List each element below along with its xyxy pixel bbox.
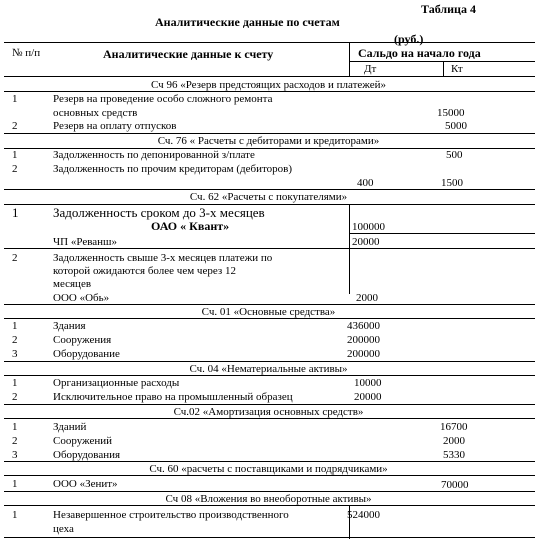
- col-divider-dt: [349, 42, 350, 77]
- section-04: Сч. 04 «Нематериальные активы»: [189, 363, 348, 375]
- row-dt: 200000: [347, 334, 380, 346]
- divider: [349, 505, 350, 539]
- row-num: 2: [12, 334, 18, 346]
- row-text: ООО «Обь»: [53, 292, 110, 304]
- currency-note: (руб.): [394, 32, 424, 46]
- row-text: Здания: [53, 320, 86, 332]
- row-text: Незавершенное строительство производственного: [53, 509, 289, 521]
- row-text: Резерв на проведение особо сложного ремонта: [53, 93, 273, 105]
- row-kt: 5000: [445, 120, 467, 132]
- row-text: Исключительное право на промышленный образец: [53, 391, 293, 403]
- row-text: ЧП «Реванш»: [53, 236, 117, 248]
- col-divider-kt: [443, 61, 444, 77]
- row-kt: 16700: [440, 421, 468, 433]
- row-text: Оборудования: [53, 449, 121, 461]
- row-text: основных средств: [53, 107, 138, 119]
- row-text: Сооружений: [53, 435, 113, 447]
- row-text: Задолженность свыше 3-х месяцев платежи по: [53, 252, 273, 264]
- divider: [4, 491, 535, 492]
- row-text: месяцев: [53, 278, 92, 290]
- row-text: Задолженность сроком до 3-х месяцев: [53, 205, 265, 220]
- row-kt: 2000: [443, 435, 465, 447]
- row-kt: 70000: [441, 479, 469, 491]
- header-kt: Кт: [451, 63, 463, 75]
- section-08: Сч 08 «Вложения во внеоборотные активы»: [165, 493, 372, 505]
- section-76: Сч. 76 « Расчеты с дебиторами и кредиторами»: [157, 135, 380, 147]
- row-text: Сооружения: [53, 334, 112, 346]
- section-01: Сч. 01 «Основные средства»: [201, 306, 336, 318]
- divider: [4, 418, 535, 419]
- row-text: Зданий: [53, 421, 87, 433]
- divider: [4, 361, 535, 362]
- row-text: Задолженность по прочим кредиторам (дебиторов): [53, 163, 293, 175]
- row-kt: 500: [446, 149, 463, 161]
- row-dt: 200000: [347, 348, 380, 360]
- header-saldo-divider: [349, 61, 535, 62]
- row-num: 1: [12, 205, 19, 220]
- row-text: цеха: [53, 523, 74, 535]
- header-dt: Дт: [364, 63, 377, 75]
- divider: [4, 537, 535, 538]
- divider: [4, 375, 535, 376]
- row-kt: 15000: [437, 107, 465, 119]
- row-dt: 20000: [352, 236, 380, 248]
- row-num: 2: [12, 120, 18, 132]
- row-num: 1: [12, 509, 18, 521]
- row-num: 2: [12, 163, 18, 175]
- divider: [4, 248, 535, 249]
- row-text: Задолженность по депонированной з/плате: [53, 149, 255, 161]
- row-dt: 436000: [347, 320, 380, 332]
- divider: [4, 505, 535, 506]
- divider: [4, 475, 535, 476]
- row-num: 1: [12, 93, 18, 105]
- row-num: 1: [12, 149, 18, 161]
- table-title: Аналитические данные по счетам: [155, 15, 340, 29]
- row-kt: 1500: [441, 177, 463, 189]
- divider: [4, 404, 535, 405]
- row-num: 2: [12, 391, 18, 403]
- row-num: 2: [12, 435, 18, 447]
- row-num: 2: [12, 252, 18, 264]
- divider: [4, 318, 535, 319]
- row-text: ООО «Зенит»: [53, 478, 118, 490]
- divider: [349, 233, 535, 234]
- row-text: Оборудование: [53, 348, 120, 360]
- divider: [4, 304, 535, 305]
- row-dt: 100000: [352, 221, 385, 233]
- row-text: которой ожидаются более чем через 12: [53, 265, 236, 277]
- section-62: Сч. 62 «Расчеты с покупателями»: [189, 191, 348, 203]
- header-num: № п/п: [12, 47, 41, 59]
- row-num: 3: [12, 449, 18, 461]
- row-dt: 20000: [354, 391, 382, 403]
- row-dt: 400: [357, 177, 374, 189]
- header-analytic: Аналитические данные к счету: [103, 47, 274, 61]
- table-top-border: [4, 42, 535, 43]
- row-num: 3: [12, 348, 18, 360]
- row-dt: 2000: [356, 292, 378, 304]
- section-96: Сч 96 «Резерв предстоящих расходов и платежей»: [150, 79, 387, 91]
- row-kt: 5330: [443, 449, 465, 461]
- section-02: Сч.02 «Амортизация основных средств»: [173, 406, 364, 418]
- row-text: ОАО « Квант»: [151, 219, 230, 233]
- header-saldo: Сальдо на начало года: [358, 46, 481, 60]
- divider: [349, 204, 350, 294]
- row-dt: 10000: [354, 377, 382, 389]
- table-number: Таблица 4: [421, 2, 476, 16]
- divider: [4, 461, 535, 462]
- header-bottom-border: [4, 76, 535, 77]
- divider: [4, 91, 535, 92]
- divider: [4, 189, 535, 190]
- row-text: Резерв на оплату отпусков: [53, 120, 177, 132]
- row-num: 1: [12, 377, 18, 389]
- row-num: 1: [12, 478, 18, 490]
- row-num: 1: [12, 320, 18, 332]
- row-dt: 524000: [347, 509, 380, 521]
- section-60: Сч. 60 «расчеты с поставщиками и подрядчиками»: [149, 463, 388, 475]
- row-num: 1: [12, 421, 18, 433]
- row-text: Организационные расходы: [53, 377, 180, 389]
- divider: [4, 133, 535, 134]
